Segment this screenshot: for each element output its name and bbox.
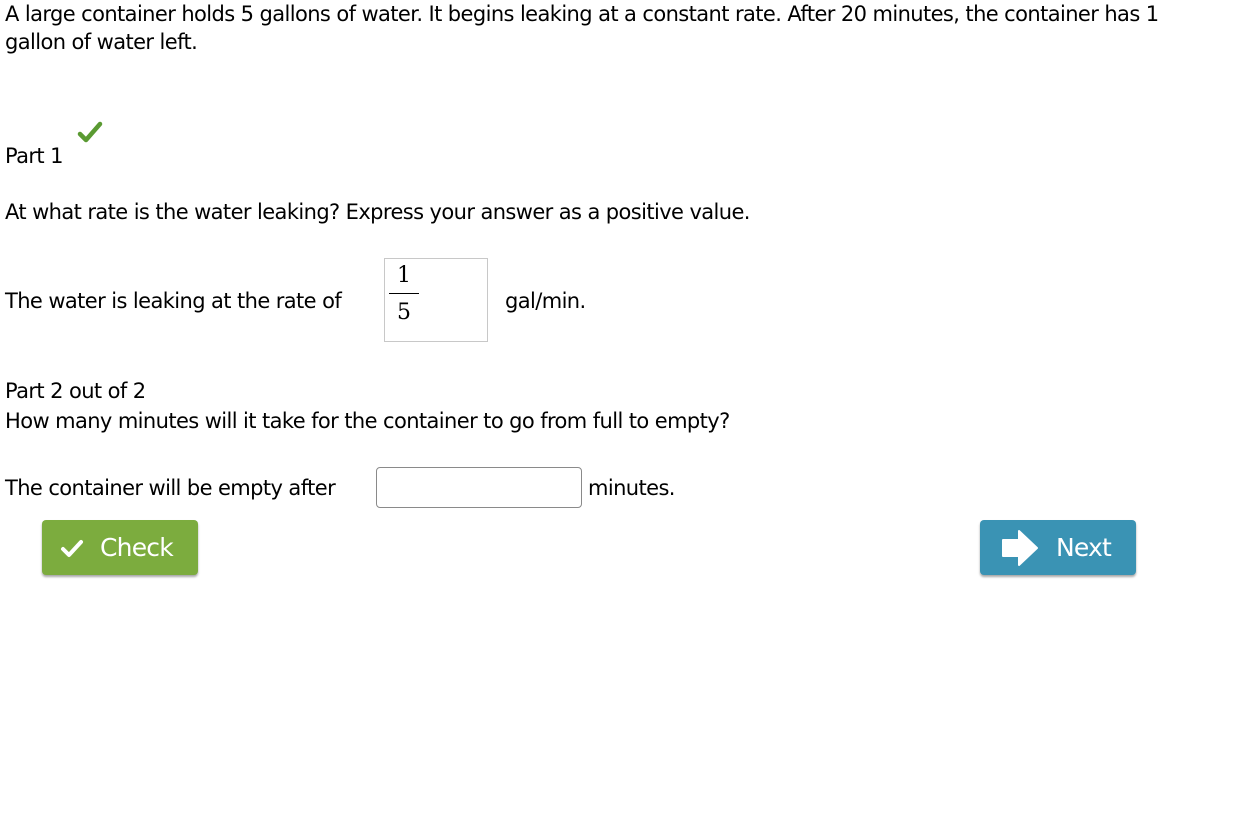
part1-unit: gal/min.	[505, 289, 586, 313]
check-button[interactable]	[42, 520, 198, 575]
check-button-label: Check	[100, 533, 173, 562]
fraction-denominator: 5	[397, 300, 411, 325]
checkmark-icon	[58, 534, 86, 562]
part2-unit: minutes.	[588, 476, 675, 500]
rate-fraction	[389, 263, 419, 326]
fraction-numerator: 1	[397, 263, 411, 288]
checkmark-icon	[77, 120, 103, 146]
rate-answer-box	[384, 258, 488, 342]
next-button[interactable]	[980, 520, 1136, 575]
minutes-answer-input[interactable]	[376, 467, 582, 508]
part1-answer-prefix: The water is leaking at the rate of	[5, 289, 342, 313]
part1-question: At what rate is the water leaking? Express your answer as a positive value.	[5, 200, 750, 224]
next-button-label: Next	[1056, 533, 1112, 562]
problem-statement: A large container holds 5 gallons of water. It begins leaking at a constant rate. After 20 minutes, the container has 1 gallon of water left.	[5, 2, 1159, 54]
part2-header: Part 2 out of 2	[5, 379, 146, 403]
part1-header: Part 1	[5, 144, 63, 168]
part2-question: How many minutes will it take for the container to go from full to empty?	[5, 409, 730, 433]
part2-answer-prefix: The container will be empty after	[5, 476, 336, 500]
arrow-right-icon	[999, 528, 1041, 568]
